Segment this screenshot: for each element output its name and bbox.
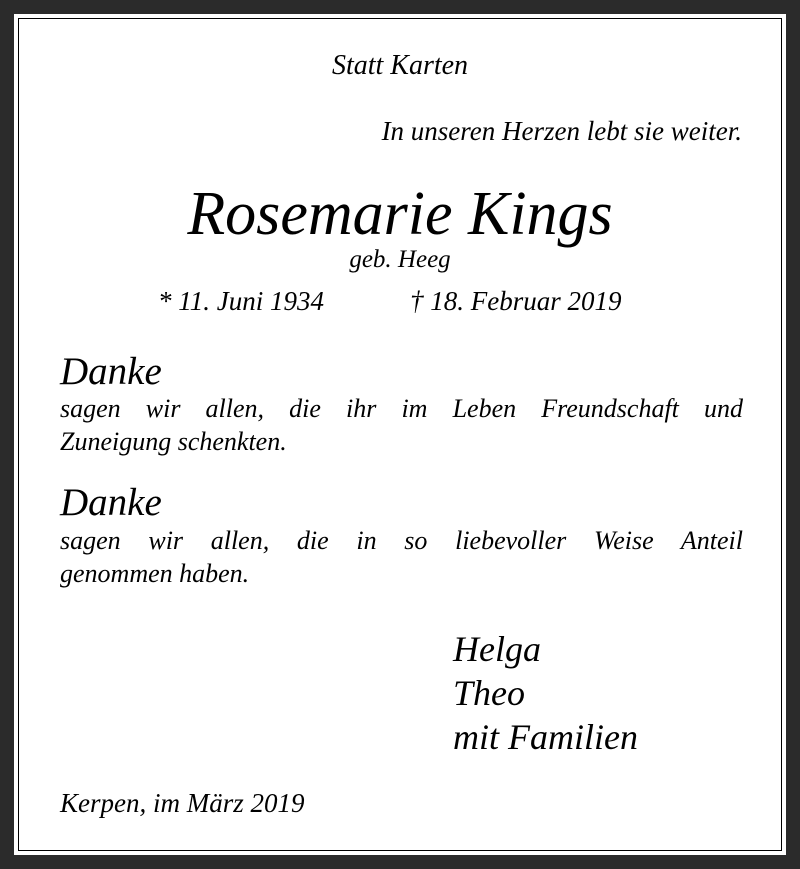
thanks-line: Zuneigung schenkten. (60, 427, 287, 456)
header-text: Statt Karten (331, 50, 469, 81)
thanks-line: genommen haben. (60, 559, 250, 588)
thanks-paragraph (60, 524, 743, 590)
death-date: † 18. Februar 2019 (410, 286, 622, 316)
deceased-name: Rosemarie Kings (187, 180, 613, 248)
thanks-heading: Danke (60, 481, 162, 524)
birth-date: * 11. Juni 1934 (158, 286, 324, 316)
thanks-heading: Danke (60, 350, 162, 393)
signatory: Theo (453, 673, 525, 713)
place-date: Kerpen, im März 2019 (60, 788, 305, 818)
maiden-name: geb. Heeg (349, 246, 451, 273)
thanks-paragraph (60, 392, 743, 458)
signatory: mit Familien (453, 717, 638, 757)
thanks-line: sagen wir allen, die in so liebevoller Weise Anteil (60, 526, 743, 555)
thanks-line: sagen wir allen, die ihr im Leben Freundschaft und (60, 394, 743, 423)
signatory: Helga (453, 629, 541, 669)
motto-text: In unseren Herzen lebt sie weiter. (381, 116, 742, 146)
